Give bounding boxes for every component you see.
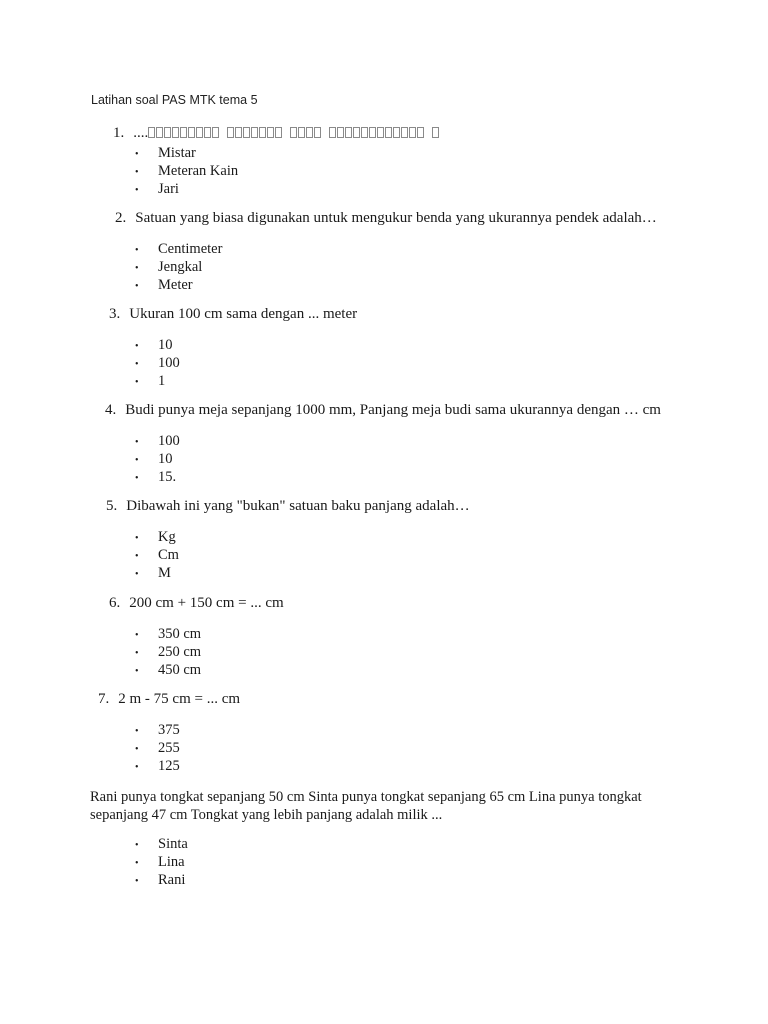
option-item: • Meteran Kain bbox=[130, 162, 238, 180]
option-item: • 375 bbox=[130, 721, 180, 739]
option-item: • 100 bbox=[130, 354, 180, 372]
option-item: • 450 cm bbox=[130, 661, 201, 679]
missing-glyph-box bbox=[298, 127, 305, 138]
option-item: • 10 bbox=[130, 336, 180, 354]
bullet-icon: • bbox=[135, 840, 139, 851]
options-list-1 bbox=[130, 144, 238, 198]
bullet-icon: • bbox=[135, 185, 139, 196]
option-item: • Rani bbox=[130, 871, 188, 889]
option-item: • Meter bbox=[130, 276, 222, 294]
question-6 bbox=[109, 595, 284, 612]
bullet-icon: • bbox=[135, 263, 139, 274]
bullet-icon: • bbox=[135, 533, 139, 544]
missing-glyph-box bbox=[369, 127, 376, 138]
question-text: Satuan yang biasa digunakan untuk mengukur benda yang ukurannya pendek adalah… bbox=[135, 210, 657, 226]
missing-glyph-box bbox=[212, 127, 219, 138]
option-item: • 100 bbox=[130, 432, 180, 450]
missing-glyph-box bbox=[267, 127, 274, 138]
question-text: Dibawah ini yang "bukan" satuan baku panjang adalah… bbox=[126, 498, 470, 514]
bullet-icon: • bbox=[135, 341, 139, 352]
missing-glyph-box bbox=[353, 127, 360, 138]
question-text: 2 m - 75 cm = ... cm bbox=[118, 691, 241, 707]
page-title: Latihan soal PAS MTK tema 5 bbox=[91, 93, 258, 107]
bullet-icon: • bbox=[135, 167, 139, 178]
missing-glyph-box bbox=[235, 127, 242, 138]
missing-glyph-box bbox=[196, 127, 203, 138]
question-5 bbox=[106, 498, 470, 515]
bullet-icon: • bbox=[135, 569, 139, 580]
option-item: • 1 bbox=[130, 372, 180, 390]
bullet-icon: • bbox=[135, 281, 139, 292]
options-list-2 bbox=[130, 240, 222, 294]
question-3 bbox=[109, 306, 357, 323]
bullet-icon: • bbox=[135, 876, 139, 887]
missing-glyph-box bbox=[156, 127, 163, 138]
option-item: • Cm bbox=[130, 546, 179, 564]
missing-glyph-box bbox=[345, 127, 352, 138]
missing-glyph-box bbox=[259, 127, 266, 138]
question-2 bbox=[115, 210, 657, 227]
bullet-icon: • bbox=[135, 473, 139, 484]
question-4 bbox=[105, 402, 661, 419]
missing-glyph-box bbox=[314, 127, 321, 138]
option-item: • 350 cm bbox=[130, 625, 201, 643]
bullet-icon: • bbox=[135, 149, 139, 160]
bullet-icon: • bbox=[135, 630, 139, 641]
question-text: Budi punya meja sepanjang 1000 mm, Panjang meja budi sama ukurannya dengan … cm bbox=[125, 402, 661, 418]
missing-glyph-box bbox=[409, 127, 416, 138]
bullet-icon: • bbox=[135, 648, 139, 659]
bullet-icon: • bbox=[135, 744, 139, 755]
missing-glyph-box bbox=[432, 127, 439, 138]
missing-glyph-box bbox=[377, 127, 384, 138]
option-item: • Kg bbox=[130, 528, 179, 546]
bullet-icon: • bbox=[135, 762, 139, 773]
option-item: • 125 bbox=[130, 757, 180, 775]
missing-glyph-box bbox=[188, 127, 195, 138]
missing-glyph-box bbox=[227, 127, 234, 138]
missing-glyph-boxes bbox=[148, 125, 440, 141]
options-list-6 bbox=[130, 625, 201, 679]
missing-glyph-box bbox=[180, 127, 187, 138]
question-1 bbox=[113, 125, 440, 142]
missing-glyph-box bbox=[290, 127, 297, 138]
question-7 bbox=[98, 691, 240, 708]
missing-glyph-box bbox=[417, 127, 424, 138]
missing-glyph-box bbox=[329, 127, 336, 138]
question-number: 7. bbox=[98, 691, 110, 707]
missing-glyph-box bbox=[306, 127, 313, 138]
option-item: • Mistar bbox=[130, 144, 238, 162]
missing-glyph-box bbox=[401, 127, 408, 138]
question-number: 4. bbox=[105, 402, 117, 418]
option-item: • Lina bbox=[130, 853, 188, 871]
missing-glyph-box bbox=[148, 127, 155, 138]
option-item: • 10 bbox=[130, 450, 180, 468]
options-list-8 bbox=[130, 835, 188, 889]
question-text: 200 cm + 150 cm = ... cm bbox=[129, 595, 284, 611]
bullet-icon: • bbox=[135, 245, 139, 256]
option-item: • 15. bbox=[130, 468, 180, 486]
option-item: • Sinta bbox=[130, 835, 188, 853]
bullet-icon: • bbox=[135, 726, 139, 737]
question-number: 2. bbox=[115, 210, 127, 226]
bullet-icon: • bbox=[135, 455, 139, 466]
option-item: • 250 cm bbox=[130, 643, 201, 661]
question-number: 5. bbox=[106, 498, 118, 514]
missing-glyph-box bbox=[337, 127, 344, 138]
options-list-5 bbox=[130, 528, 179, 582]
question-text: .... bbox=[133, 125, 149, 141]
missing-glyph-box bbox=[164, 127, 171, 138]
question-number: 3. bbox=[109, 306, 121, 322]
options-list-4 bbox=[130, 432, 180, 486]
option-item: • Centimeter bbox=[130, 240, 222, 258]
missing-glyph-box bbox=[172, 127, 179, 138]
option-item: • M bbox=[130, 564, 179, 582]
bullet-icon: • bbox=[135, 551, 139, 562]
options-list-7 bbox=[130, 721, 180, 775]
bullet-icon: • bbox=[135, 666, 139, 677]
bullet-icon: • bbox=[135, 858, 139, 869]
bullet-icon: • bbox=[135, 359, 139, 370]
option-item: • Jengkal bbox=[130, 258, 222, 276]
missing-glyph-box bbox=[251, 127, 258, 138]
option-item: • Jari bbox=[130, 180, 238, 198]
question-number: 1. bbox=[113, 125, 125, 141]
final-question-text: Rani punya tongkat sepanjang 50 cm Sinta punya tongkat sepanjang 65 cm Lina punya tongkat sepanjang 47 cm Tongkat yang lebih panjang adalah milik ... bbox=[90, 789, 642, 823]
missing-glyph-box bbox=[204, 127, 211, 138]
missing-glyph-box bbox=[361, 127, 368, 138]
bullet-icon: • bbox=[135, 437, 139, 448]
question-text: Ukuran 100 cm sama dengan ... meter bbox=[129, 306, 358, 322]
missing-glyph-box bbox=[275, 127, 282, 138]
missing-glyph-box bbox=[385, 127, 392, 138]
missing-glyph-box bbox=[393, 127, 400, 138]
missing-glyph-box bbox=[243, 127, 250, 138]
option-item: • 255 bbox=[130, 739, 180, 757]
question-number: 6. bbox=[109, 595, 121, 611]
bullet-icon: • bbox=[135, 377, 139, 388]
options-list-3 bbox=[130, 336, 180, 390]
